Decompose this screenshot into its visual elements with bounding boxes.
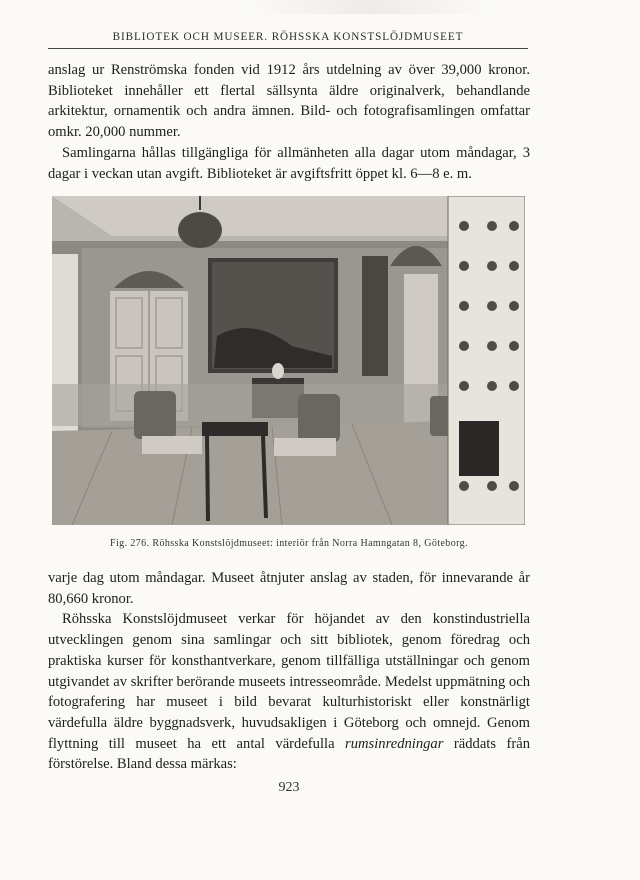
activity-text: Röhsska Konstslöjdmuseet verkar för höjandet av den konstindustriella utvecklingen genom sina samlingar och sitt bibliotek, genom föredrag och praktiska kurser för konsthantverkare, genom tillfälliga utställningar och genom utgivandet av skrifter berörande museets intresseområde. Medelst uppmätning och fotografering har museet i bild bevarat kulturhistoriskt eller konstnärligt värdefulla äldre byggnadsverk, huvudsakligen i Göteborg och omnejd. Genom flyttning till museet ha ett antal värdefulla xyxy=(48,611,530,752)
paragraph-library: anslag ur Renströmska fonden vid 1912 års utdelning av över 39,000 kronor. Biblioteket innehåller ett flertal sällsynta äldre originalverk, behandlande arkitektur, ornamentik och andra ämnen. Bild- och fotografisamlingen omfattar omkr. 20,000 nummer. xyxy=(48,62,530,141)
bleed-through-mark xyxy=(250,0,490,14)
figure-caption: Fig. 276. Röhsska Konstslöjdmuseet: interiör från Norra Hamngatan 8, Göteborg. xyxy=(110,538,468,549)
interior-photograph xyxy=(52,196,525,525)
top-text-block xyxy=(48,60,530,184)
header-rule xyxy=(48,48,528,49)
paragraph-opening-hours: Samlingarna hållas tillgängliga för allmänheten alla dagar utom måndagar, 3 dagar i veckan utan avgift. Biblioteket är avgiftsfritt öppet kl. 6—8 e. m. xyxy=(48,144,530,182)
activity-italic-term: rumsinredningar xyxy=(345,735,444,752)
paragraph-museum-funding: varje dag utom måndagar. Museet åtnjuter anslag av staden, för innevarande år 80,660 kronor. xyxy=(48,570,530,607)
page-number: 923 xyxy=(278,780,300,795)
activity-text-end: räddats från förstörelse. Bland dessa märkas: xyxy=(48,735,531,773)
paragraph-museum-activity xyxy=(48,609,530,775)
running-header: BIBLIOTEK OCH MUSEER. RÖHSSKA KONSTSLÖJDMUSEET xyxy=(112,31,464,43)
bottom-text-block xyxy=(48,568,530,775)
